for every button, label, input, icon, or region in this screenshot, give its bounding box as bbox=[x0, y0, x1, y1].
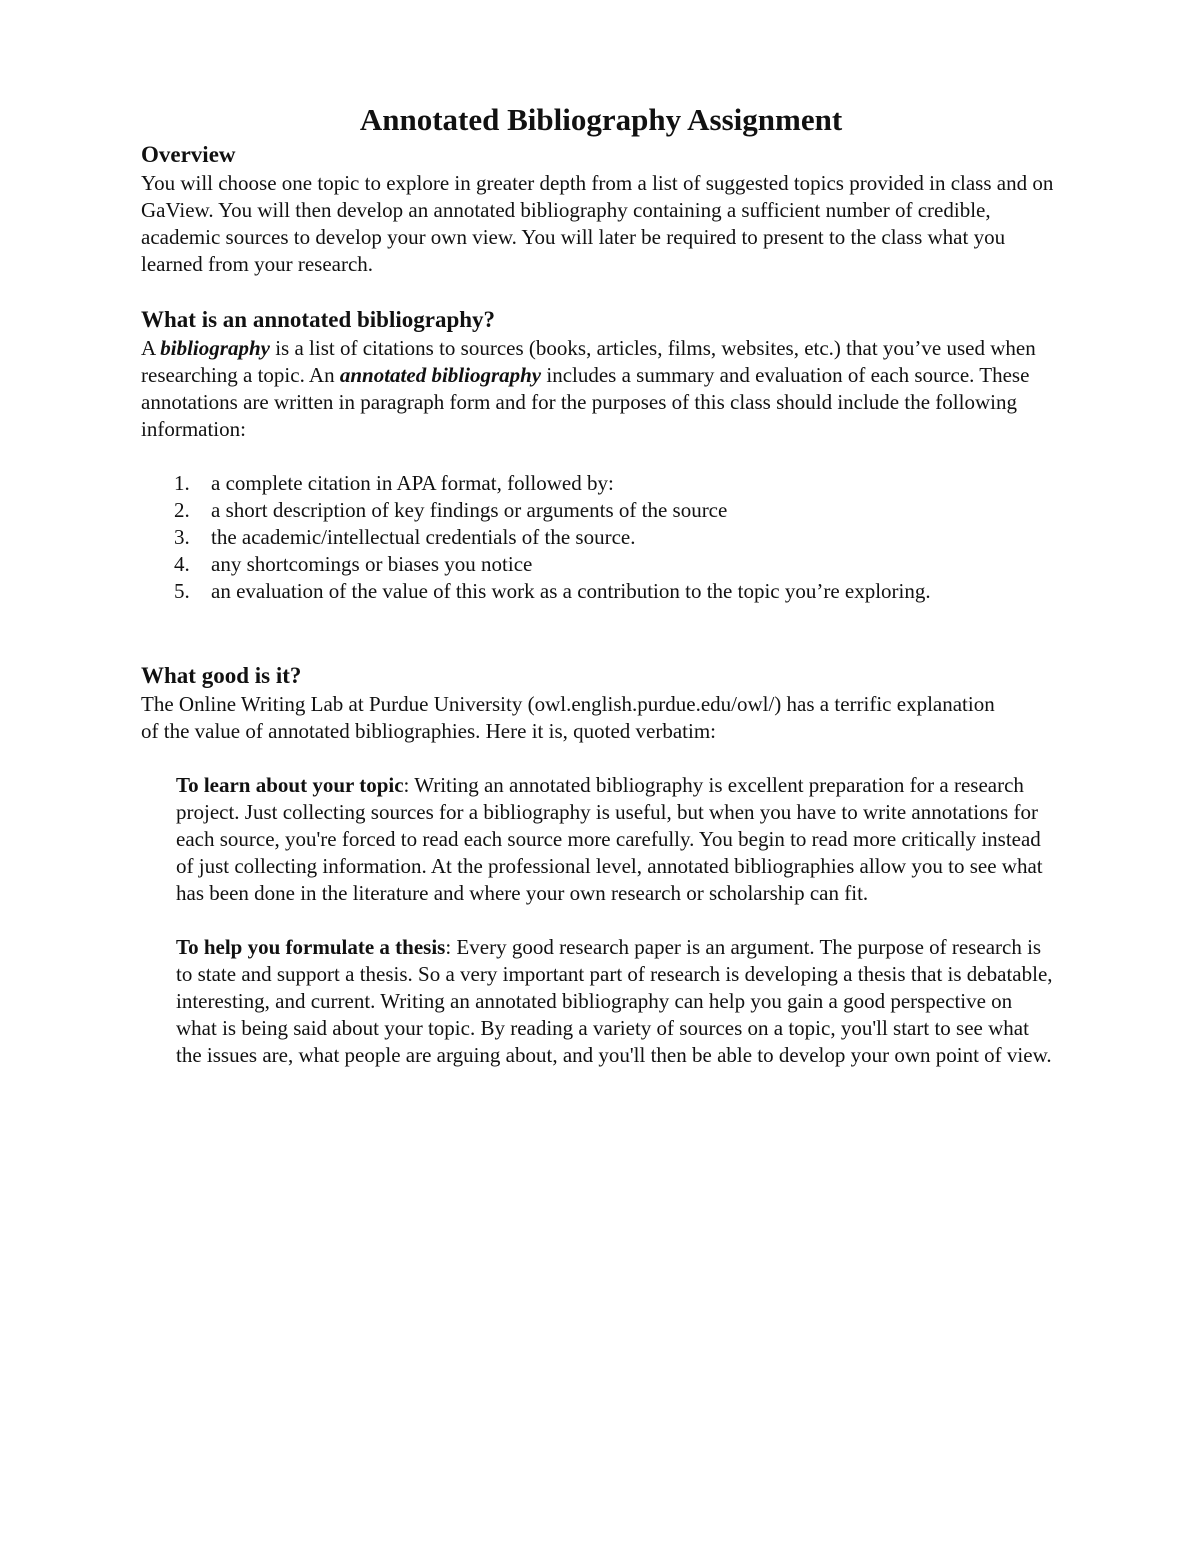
quote-text-thesis: : Every good research paper is an argument. The purpose of research is to state and support a thesis. So a very important part of research is developing a thesis that is debatable, interesting, and current. Writing an annotated bibliography can help you gain a good perspective on what is being said about your topic. By reading a variety of sources on a topic, you'll start to see what the issues are, what people are arguing about, and you'll then be able to develop your own point of view. bbox=[176, 935, 1053, 1067]
annotation-requirements-list bbox=[141, 470, 1061, 605]
what-good-intro: The Online Writing Lab at Purdue University (owl.english.purdue.edu/owl/) has a terrific explanation of the value of annotated bibliographies. Here it is, quoted verbatim: bbox=[141, 692, 995, 743]
quote-paragraph-thesis bbox=[176, 934, 1056, 1069]
overview-heading: Overview bbox=[141, 142, 236, 167]
quote-paragraph-topic bbox=[176, 772, 1056, 907]
what-good-heading: What good is it? bbox=[141, 663, 302, 688]
quote-text-topic: : Writing an annotated bibliography is excellent preparation for a research project. Just collecting sources for a bibliography is useful, but when you have to write annotations for each source, you're forced to read each source more carefully. You begin to read more critically instead of just collecting information. At the professional level, annotated bibliographies allow you to see what has been done in the literature and where your own research or scholarship can fit. bbox=[176, 773, 1043, 905]
what-is-heading: What is an annotated bibliography? bbox=[141, 307, 496, 332]
list-number: 5. bbox=[174, 579, 190, 603]
list-number: 3. bbox=[174, 525, 190, 549]
quote-lead-topic: To learn about your topic bbox=[176, 773, 404, 797]
list-text: any shortcomings or biases you notice bbox=[211, 552, 533, 576]
document-title: Annotated Bibliography Assignment bbox=[359, 102, 843, 137]
what-is-paragraph bbox=[141, 335, 1061, 443]
list-item bbox=[141, 524, 1061, 551]
list-text: a short description of key findings or arguments of the source bbox=[211, 498, 728, 522]
what-is-text-3: includes a summary and evaluation of each source. These annotations are written in paragraph form and for the purposes of this class should include the following information: bbox=[141, 363, 1030, 441]
quote-lead-thesis: To help you formulate a thesis bbox=[176, 935, 446, 959]
list-number: 4. bbox=[174, 552, 190, 576]
list-item bbox=[141, 470, 1061, 497]
list-number: 1. bbox=[174, 471, 190, 495]
list-item bbox=[141, 497, 1061, 524]
what-is-text-2: is a list of citations to sources (books, articles, films, websites, etc.) that you’ve used when researching a topic. An bbox=[141, 336, 1036, 387]
list-text: the academic/intellectual credentials of the source. bbox=[211, 525, 636, 549]
term-annotated-bibliography: annotated bibliography bbox=[339, 363, 542, 387]
list-item bbox=[141, 551, 1061, 578]
what-is-text-1: A bbox=[141, 336, 161, 360]
owl-quote bbox=[176, 772, 1056, 1069]
list-item bbox=[141, 578, 1001, 605]
list-text: a complete citation in APA format, followed by: bbox=[211, 471, 614, 495]
overview-paragraph: You will choose one topic to explore in greater depth from a list of suggested topics provided in class and on GaView. You will then develop an annotated bibliography containing a sufficient number of credible, academic sources to develop your own view. You will later be required to present to the class what you learned from your research. bbox=[141, 171, 1054, 276]
term-bibliography: bibliography bbox=[160, 336, 270, 360]
list-text: an evaluation of the value of this work as a contribution to the topic you’re exploring. bbox=[211, 579, 931, 603]
list-number: 2. bbox=[174, 498, 190, 522]
document-page bbox=[141, 100, 1061, 1069]
